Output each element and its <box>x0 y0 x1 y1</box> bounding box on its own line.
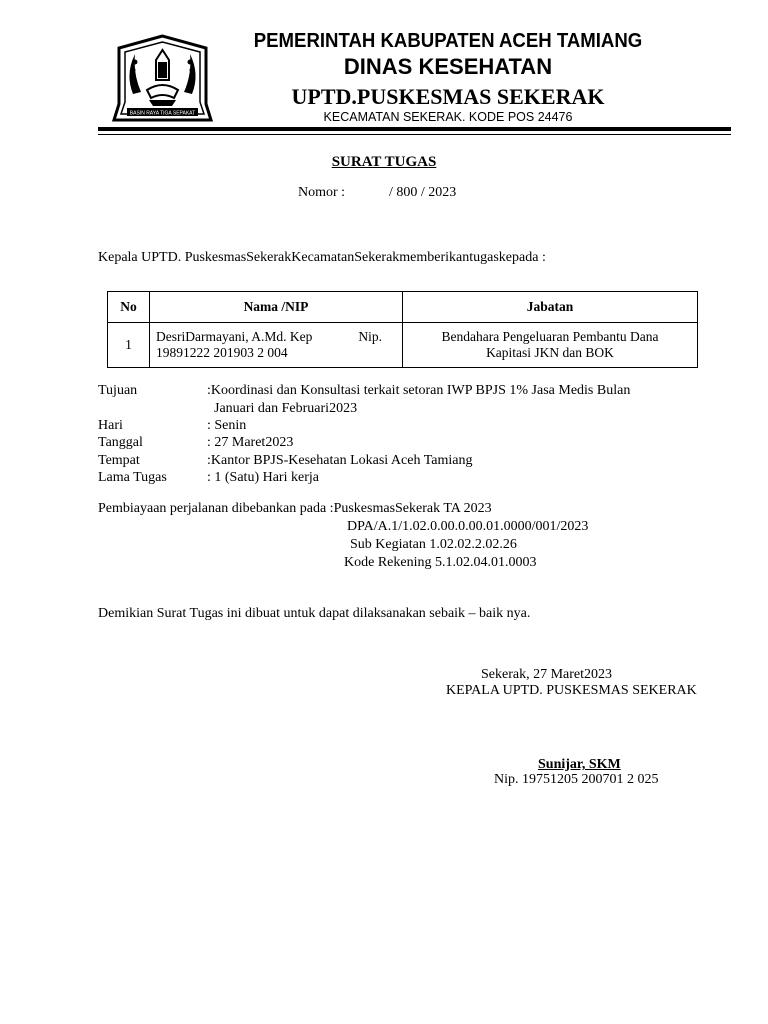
header-divider-thin <box>98 134 731 135</box>
closing-text: Demikian Surat Tugas ini dibuat untuk dapat dilaksanakan sebaik – baik nya. <box>98 606 531 621</box>
svg-text:BASIN RAYA TIGA SEPAKAT: BASIN RAYA TIGA SEPAKAT <box>129 110 196 117</box>
row-number: 1 <box>108 323 150 368</box>
tanggal-value: : 27 Maret2023 <box>207 435 294 450</box>
assignment-table <box>107 291 698 368</box>
funding-sub-kegiatan: Sub Kegiatan 1.02.02.2.02.26 <box>350 537 517 552</box>
document-title: SURAT TUGAS <box>331 154 437 170</box>
unit-name: UPTD.PUSKESMAS SEKERAK <box>291 84 605 109</box>
number-label: Nomor : <box>298 185 346 200</box>
signatory-name: Sunijar, SKM <box>538 757 621 772</box>
number-value: / 800 / 2023 <box>389 185 457 200</box>
table-header-row <box>108 292 698 323</box>
lama-tugas-value: : 1 (Satu) Hari kerja <box>207 470 319 485</box>
tempat-label: Tempat <box>98 453 140 468</box>
header-no: No <box>108 292 150 323</box>
agency-name: DINAS KESEHATAN <box>343 54 553 79</box>
signatory-nip: Nip. 19751205 200701 2 025 <box>494 772 659 787</box>
funding-kode-rekening: Kode Rekening 5.1.02.04.01.0003 <box>344 555 537 570</box>
hari-value: : Senin <box>207 418 247 433</box>
tanggal-label: Tanggal <box>98 435 143 450</box>
header-divider-thick <box>98 127 731 131</box>
employee-cell <box>150 323 403 368</box>
intro-text: Kepala UPTD. PuskesmasSekerakKecamatanSekerakmemberikantugaskepada : <box>98 250 546 265</box>
nip-label: Nip. <box>358 329 382 344</box>
header-name: Nama /NIP <box>150 292 403 323</box>
aceh-tamiang-regency-emblem-icon <box>111 34 214 122</box>
hari-label: Hari <box>98 418 123 433</box>
tujuan-value-line-1: :Koordinasi dan Konsultasi terkait setoran IWP BPJS 1% Jasa Medis Bulan <box>207 383 631 398</box>
funding-line-1: Pembiayaan perjalanan dibebankan pada :PuskesmasSekerak TA 2023 <box>98 501 492 516</box>
position-line-1: Bendahara Pengeluaran Pembantu Dana <box>441 329 659 344</box>
employee-name: DesriDarmayani, A.Md. Kep <box>156 329 313 344</box>
header-position: Jabatan <box>403 292 698 323</box>
funding-dpa: DPA/A.1/1.02.0.00.0.00.01.0000/001/2023 <box>347 519 589 534</box>
government-name: PEMERINTAH KABUPATEN ACEH TAMIANG <box>253 30 643 52</box>
position-line-2: Kapitasi JKN dan BOK <box>486 345 614 360</box>
tujuan-label: Tujuan <box>98 383 138 398</box>
table-row <box>108 323 698 368</box>
tujuan-value-line-2: Januari dan Februari2023 <box>214 401 358 416</box>
address-line: KECAMATAN SEKERAK. KODE POS 24476 <box>323 110 573 124</box>
signature-place-date: Sekerak, 27 Maret2023 <box>481 667 613 682</box>
lama-tugas-label: Lama Tugas <box>98 470 167 485</box>
tempat-value: :Kantor BPJS-Kesehatan Lokasi Aceh Tamiang <box>207 453 473 468</box>
signature-office: KEPALA UPTD. PUSKESMAS SEKERAK <box>446 683 697 698</box>
position-cell <box>403 323 698 368</box>
employee-nip: 19891222 201903 2 004 <box>156 345 288 360</box>
